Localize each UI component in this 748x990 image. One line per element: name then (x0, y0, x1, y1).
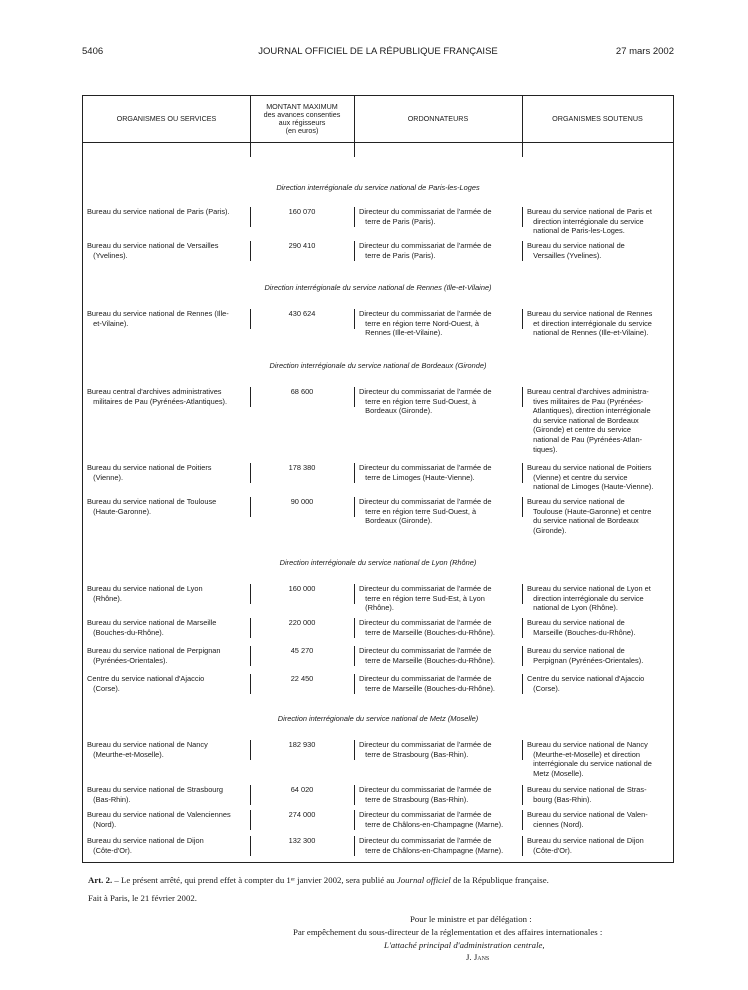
row-divider (250, 584, 251, 604)
soutenus-cell: Bureau du service national de Lyon et direction interrégionale du service national de Lyon (Rhône). (527, 584, 651, 613)
row-divider (354, 618, 355, 638)
page-number: 5406 (82, 46, 104, 57)
soutenus-cell: Bureau du service national de Marseille (Bouches-du-Rhône). (527, 618, 636, 637)
issue-date: 27 mars 2002 (615, 46, 674, 57)
row-divider (250, 309, 251, 329)
montant-cell: 22 450 (290, 674, 314, 683)
row-divider (522, 584, 523, 604)
row-divider (522, 785, 523, 805)
ordonnateur-cell: Directeur du commissariat de l'armée de terre de Marseille (Bouches-du-Rhône). (359, 618, 495, 637)
organisme-cell: Bureau du service national de Toulouse (Haute-Garonne). (87, 497, 217, 516)
montant-cell: 430 624 (288, 309, 316, 318)
organisme-cell: Bureau du service national de Perpignan (Pyrénées-Orientales). (87, 646, 221, 665)
signatory-name: J. Jans (466, 952, 490, 962)
soutenus-cell: Bureau du service national de Poitiers (Vienne) et centre du service national de Limoges (Haute-Vienne). (527, 463, 654, 492)
row-divider (250, 674, 251, 694)
organisme-cell: Bureau du service national de Rennes (Ille- et-Vilaine). (87, 309, 229, 328)
row-divider (250, 207, 251, 227)
row-divider (522, 309, 523, 329)
organisme-cell: Bureau du service national de Marseille (Bouches-du-Rhône). (87, 618, 217, 637)
row-divider (354, 207, 355, 227)
row-divider (250, 618, 251, 638)
row-divider (250, 497, 251, 517)
signature-line-2: Par empêchement du sous-directeur de la réglementation et des affaires internationales : (293, 927, 603, 937)
soutenus-cell: Bureau du service national de Dijon (Côte-d'Or). (527, 836, 644, 855)
montant-cell: 90 000 (290, 497, 314, 506)
signature-line-3: L'attaché principal d'administration centrale, (384, 940, 545, 950)
row-divider (250, 646, 251, 666)
soutenus-cell: Bureau du service national de Paris et direction interrégionale du service national de Paris-les-Loges. (527, 207, 652, 236)
row-divider (522, 463, 523, 483)
row-divider (354, 646, 355, 666)
row-divider (250, 810, 251, 830)
soutenus-cell: Bureau du service national de Perpignan (Pyrénées-Orientales). (527, 646, 644, 665)
article-2 (88, 875, 549, 885)
organisme-cell: Bureau du service national de Valenciennes (Nord). (87, 810, 231, 829)
montant-cell: 160 000 (288, 584, 316, 593)
ordonnateur-cell: Directeur du commissariat de l'armée de terre de Strasbourg (Bas-Rhin). (359, 785, 492, 804)
soutenus-cell: Bureau du service national de Rennes et direction interrégionale du service national de Rennes (Ille-et-Vilaine). (527, 309, 653, 338)
organisme-cell: Bureau du service national de Dijon (Côte-d'Or). (87, 836, 204, 855)
row-divider (354, 309, 355, 329)
organisme-cell: Bureau du service national de Versailles (Yvelines). (87, 241, 219, 260)
montant-cell: 290 410 (288, 241, 316, 250)
row-divider (250, 785, 251, 805)
section-title: Direction interrégionale du service national de Rennes (Ille-et-Vilaine) (264, 283, 492, 292)
row-divider (522, 810, 523, 830)
ordonnateur-cell: Directeur du commissariat de l'armée de terre en région terre Sud-Ouest, à Bordeaux (Gironde). (359, 497, 492, 526)
row-divider (250, 836, 251, 856)
row-divider (250, 241, 251, 261)
organisme-cell: Bureau du service national de Paris (Paris). (87, 207, 230, 216)
montant-cell: 274 000 (288, 810, 316, 819)
ordonnateur-cell: Directeur du commissariat de l'armée de terre de Paris (Paris). (359, 241, 492, 260)
header-divider (522, 96, 523, 157)
row-divider (354, 674, 355, 694)
row-divider (354, 497, 355, 517)
montant-cell: 220 000 (288, 618, 316, 627)
column-header-organismes: ORGANISMES OU SERVICES (83, 96, 250, 143)
row-divider (354, 241, 355, 261)
section-title: Direction interrégionale du service national de Paris-les-Loges (276, 183, 480, 192)
ordonnateur-cell: Directeur du commissariat de l'armée de terre en région terre Nord-Ouest, à Rennes (Ille-et-Vilaine). (359, 309, 492, 338)
column-header-soutenus: ORGANISMES SOUTENUS (522, 96, 673, 143)
row-divider (522, 836, 523, 856)
montant-cell: 132 300 (288, 836, 316, 845)
montant-cell: 64 020 (290, 785, 314, 794)
place-date: Fait à Paris, le 21 février 2002. (88, 893, 197, 903)
row-divider (354, 584, 355, 604)
ordonnateur-cell: Directeur du commissariat de l'armée de terre de Limoges (Haute-Vienne). (359, 463, 492, 482)
soutenus-cell: Bureau du service national de Versailles (Yvelines). (527, 241, 625, 260)
soutenus-cell: Bureau du service national de Valen- ciennes (Nord). (527, 810, 648, 829)
montant-cell: 178 380 (288, 463, 316, 472)
row-divider (354, 810, 355, 830)
page-header (82, 46, 674, 60)
advances-table (82, 95, 674, 863)
montant-cell: 182 930 (288, 740, 316, 749)
ordonnateur-cell: Directeur du commissariat de l'armée de terre de Paris (Paris). (359, 207, 492, 226)
row-divider (522, 646, 523, 666)
row-divider (354, 463, 355, 483)
row-divider (522, 387, 523, 407)
header-divider (250, 96, 251, 157)
row-divider (354, 785, 355, 805)
ordonnateur-cell: Directeur du commissariat de l'armée de terre de Châlons-en-Champagne (Marne). (359, 836, 504, 855)
ordonnateur-cell: Directeur du commissariat de l'armée de terre de Châlons-en-Champagne (Marne). (359, 810, 504, 829)
row-divider (522, 207, 523, 227)
section-title: Direction interrégionale du service national de Lyon (Rhône) (279, 558, 477, 567)
soutenus-cell: Centre du service national d'Ajaccio (Corse). (527, 674, 645, 693)
row-divider (354, 387, 355, 407)
ordonnateur-cell: Directeur du commissariat de l'armée de terre de Marseille (Bouches-du-Rhône). (359, 646, 495, 665)
article-text: – Le présent arrêté, qui prend effet à compter du 1ᵉʳ janvier 2002, sera publié au (112, 875, 397, 885)
column-header-ordonnateurs: ORDONNATEURS (354, 96, 522, 143)
row-divider (354, 836, 355, 856)
ordonnateur-cell: Directeur du commissariat de l'armée de terre en région terre Sud-Ouest, à Bordeaux (Gironde). (359, 387, 492, 416)
row-divider (250, 463, 251, 483)
organisme-cell: Bureau central d'archives administratives militaires de Pau (Pyrénées-Atlantiques). (87, 387, 228, 406)
article-label: Art. 2. (88, 875, 113, 885)
organisme-cell: Centre du service national d'Ajaccio (Corse). (87, 674, 205, 693)
row-divider (522, 241, 523, 261)
signature-line-1: Pour le ministre et par délégation : (410, 914, 532, 924)
ordonnateur-cell: Directeur du commissariat de l'armée de terre en région terre Sud-Est, à Lyon (Rhône). (359, 584, 492, 613)
section-title: Direction interrégionale du service national de Metz (Moselle) (277, 714, 479, 723)
organisme-cell: Bureau du service national de Strasbourg (Bas-Rhin). (87, 785, 223, 804)
ordonnateur-cell: Directeur du commissariat de l'armée de terre de Marseille (Bouches-du-Rhône). (359, 674, 495, 693)
section-title: Direction interrégionale du service national de Bordeaux (Gironde) (269, 361, 487, 370)
row-divider (522, 674, 523, 694)
organisme-cell: Bureau du service national de Lyon (Rhône). (87, 584, 203, 603)
column-header-montant: MONTANT MAXIMUM des avances consenties aux régisseurs (en euros) (250, 96, 354, 143)
soutenus-cell: Bureau central d'archives administra- tives militaires de Pau (Pyrénées- Atlantiques), direction interrégionale du service national de Bordeaux (Gironde) et centre du service national de Pau (Pyrénées-Atlan- tiques). (527, 387, 651, 454)
soutenus-cell: Bureau du service national de Nancy (Meurthe-et-Moselle) et direction interrégionale du service national de Metz (Moselle). (527, 740, 652, 778)
row-divider (522, 740, 523, 760)
row-divider (522, 618, 523, 638)
row-divider (354, 740, 355, 760)
organisme-cell: Bureau du service national de Poitiers (Vienne). (87, 463, 212, 482)
row-divider (250, 740, 251, 760)
article-end: de la République française. (450, 875, 549, 885)
header-divider (354, 96, 355, 157)
montant-cell: 160 070 (288, 207, 316, 216)
row-divider (522, 497, 523, 517)
organisme-cell: Bureau du service national de Nancy (Meurthe-et-Moselle). (87, 740, 208, 759)
journal-title: JOURNAL OFFICIEL DE LA RÉPUBLIQUE FRANÇAISE (258, 46, 498, 57)
montant-cell: 68 600 (290, 387, 314, 396)
montant-cell: 45 270 (290, 646, 314, 655)
ordonnateur-cell: Directeur du commissariat de l'armée de terre de Strasbourg (Bas-Rhin). (359, 740, 492, 759)
row-divider (250, 387, 251, 407)
soutenus-cell: Bureau du service national de Stras- bourg (Bas-Rhin). (527, 785, 647, 804)
article-journal: Journal officiel (396, 875, 451, 885)
soutenus-cell: Bureau du service national de Toulouse (Haute-Garonne) et centre du service national de Bordeaux (Gironde). (527, 497, 652, 535)
